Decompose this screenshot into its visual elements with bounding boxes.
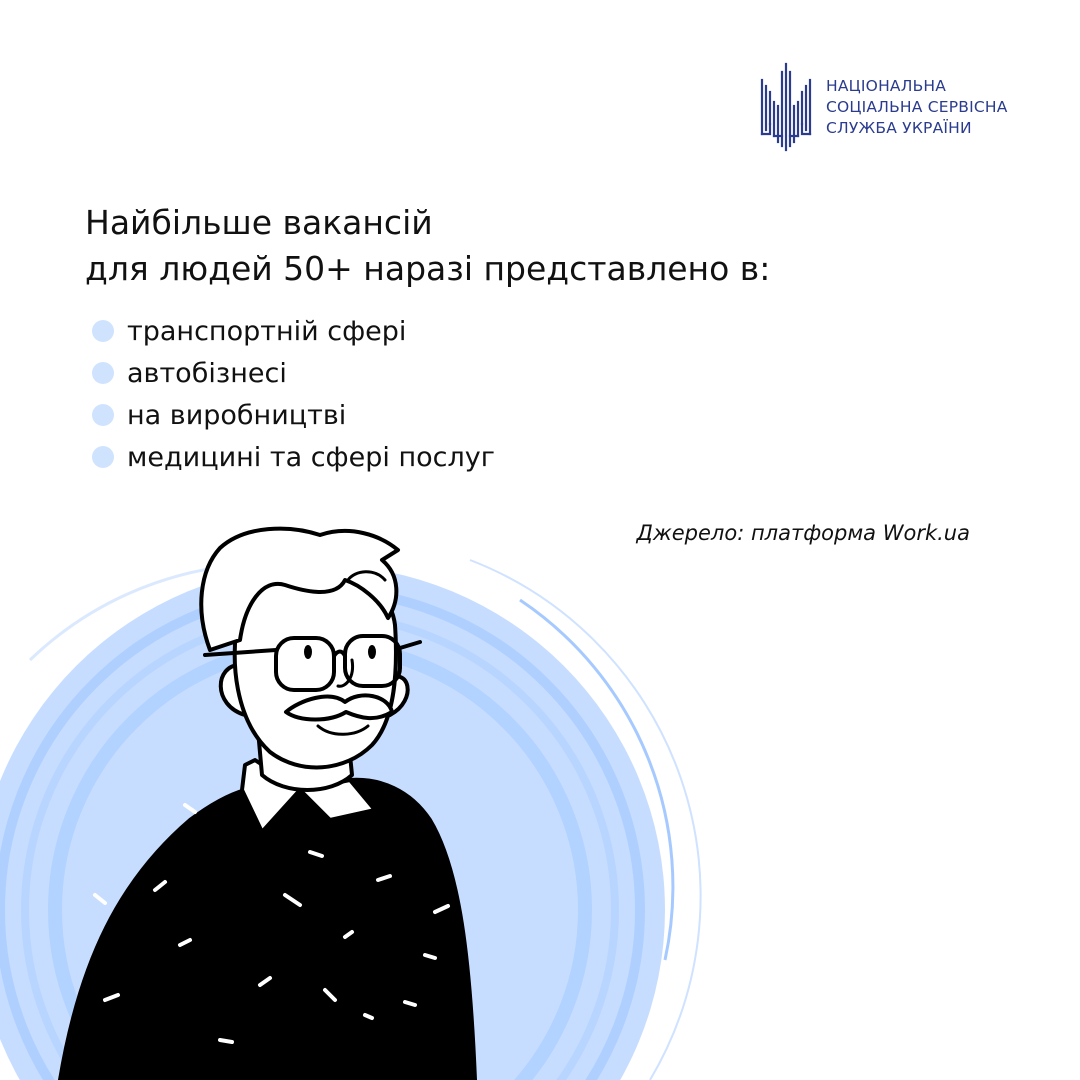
list-item-label: автобізнесі bbox=[127, 357, 287, 389]
logo-text bbox=[826, 76, 1008, 139]
list-item bbox=[92, 310, 495, 352]
bullet-dot-icon bbox=[92, 446, 114, 468]
headline-line-2: для людей 50+ наразі представлено в: bbox=[85, 249, 771, 288]
list-item bbox=[92, 436, 495, 478]
list-item-label: на виробництві bbox=[127, 399, 347, 431]
headline bbox=[85, 200, 770, 292]
logo-line-2: СОЦІАЛЬНА СЕРВІСНА bbox=[826, 97, 1008, 116]
list-item-label: транспортній сфері bbox=[127, 315, 407, 347]
logo bbox=[756, 62, 1008, 152]
nssu-emblem-icon bbox=[756, 62, 816, 152]
list-item bbox=[92, 352, 495, 394]
logo-line-1: НАЦІОНАЛЬНА bbox=[826, 76, 947, 95]
list-item bbox=[92, 394, 495, 436]
list-item-label: медицині та сфері послуг bbox=[127, 441, 495, 473]
sector-list bbox=[92, 310, 495, 478]
logo-line-3: СЛУЖБА УКРАЇНИ bbox=[826, 118, 972, 137]
headline-line-1: Найбільше вакансій bbox=[85, 203, 433, 242]
bullet-dot-icon bbox=[92, 362, 114, 384]
bullet-dot-icon bbox=[92, 404, 114, 426]
source-note: Джерело: платформа Work.ua bbox=[636, 521, 970, 545]
bullet-dot-icon bbox=[92, 320, 114, 342]
